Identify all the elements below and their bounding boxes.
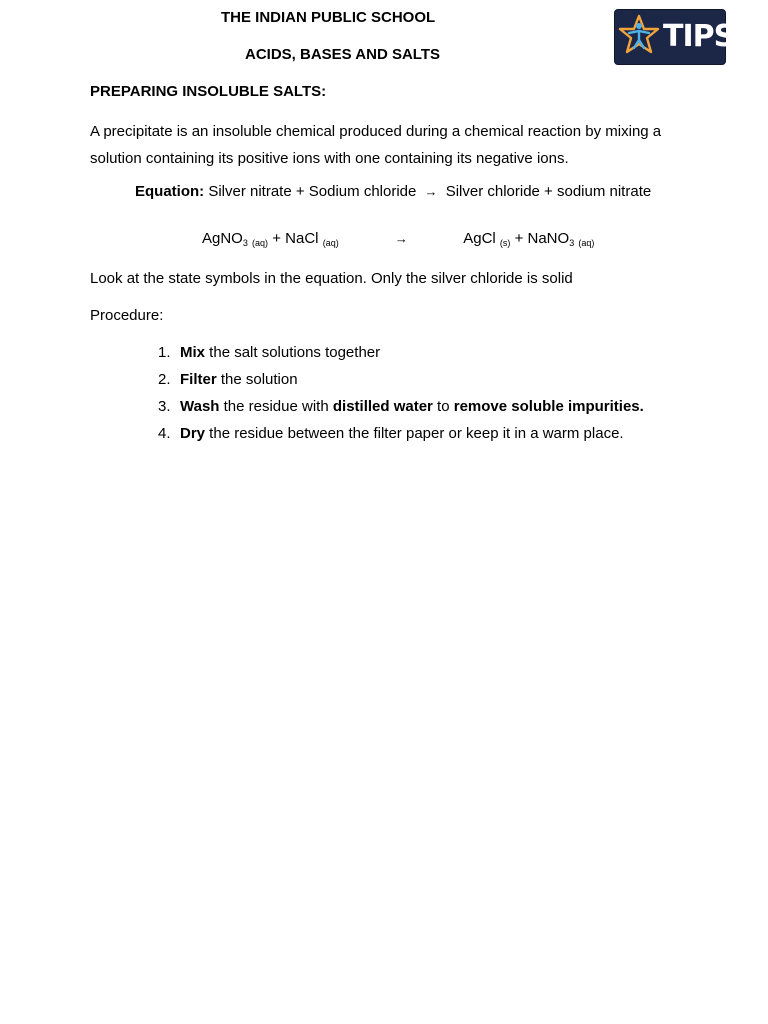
word-equation [135,183,651,200]
equation-products: Silver chloride + sodium nitrate [445,183,652,200]
step-keyword: remove soluble impurities. [453,398,644,415]
step-text-part: the salt solutions together [205,344,381,361]
subscript: 3 [242,238,248,248]
state-symbol: (aq) [578,238,595,248]
logo-text: TIPS [663,19,735,54]
step-text [180,396,644,423]
step-text [180,342,380,369]
step-text [180,369,298,396]
step-number: 4. [158,425,171,442]
step-keyword: Wash [180,398,220,415]
step-number: 2. [158,371,171,388]
state-symbol: (s) [499,238,511,248]
state-symbol: (aq) [252,238,269,248]
step-number: 1. [158,344,171,361]
list-item [158,369,644,396]
product-agcl: AgCl [463,230,496,247]
step-number: 3. [158,398,171,415]
step-text-part: the solution [216,371,298,388]
document-title: ACIDS, BASES AND SALTS [245,46,441,63]
state-symbol-note: Look at the state symbols in the equation. Only the silver chloride is solid [90,270,573,287]
reactant-nacl: + NaCl [272,230,319,247]
subscript: 3 [569,238,575,248]
step-keyword: distilled water [332,398,433,415]
step-keyword: Mix [180,344,206,361]
arrow-icon: → [424,184,438,199]
state-symbol: (aq) [322,238,339,248]
step-keyword: Dry [180,425,206,442]
reactant-agno3: AgNO [202,230,243,247]
step-text-part: the residue between the filter paper or keep it in a warm place. [205,425,624,442]
product-nano3: + NaNO [514,230,570,247]
list-item [158,423,644,450]
step-text-part: the residue with [219,398,333,415]
procedure-label: Procedure: [90,307,164,324]
school-name: THE INDIAN PUBLIC SCHOOL [221,9,436,26]
arrow-icon: → [394,231,408,246]
equation-label: Equation: [135,183,205,200]
intro-paragraph: A precipitate is an insoluble chemical produced during a chemical reaction by mixing a solution containing its positive ions with one containing its negative ions. [90,123,662,167]
list-item [158,396,644,423]
step-text-part: to [432,398,454,415]
equation-reactants: Silver nitrate + Sodium chloride [208,183,417,200]
procedure-steps [158,342,644,450]
step-keyword: Filter [180,371,217,388]
list-item [158,342,644,369]
step-text [180,423,624,450]
section-heading: PREPARING INSOLUBLE SALTS: [90,83,327,100]
school-logo [614,9,735,65]
chemical-equation [202,230,594,248]
